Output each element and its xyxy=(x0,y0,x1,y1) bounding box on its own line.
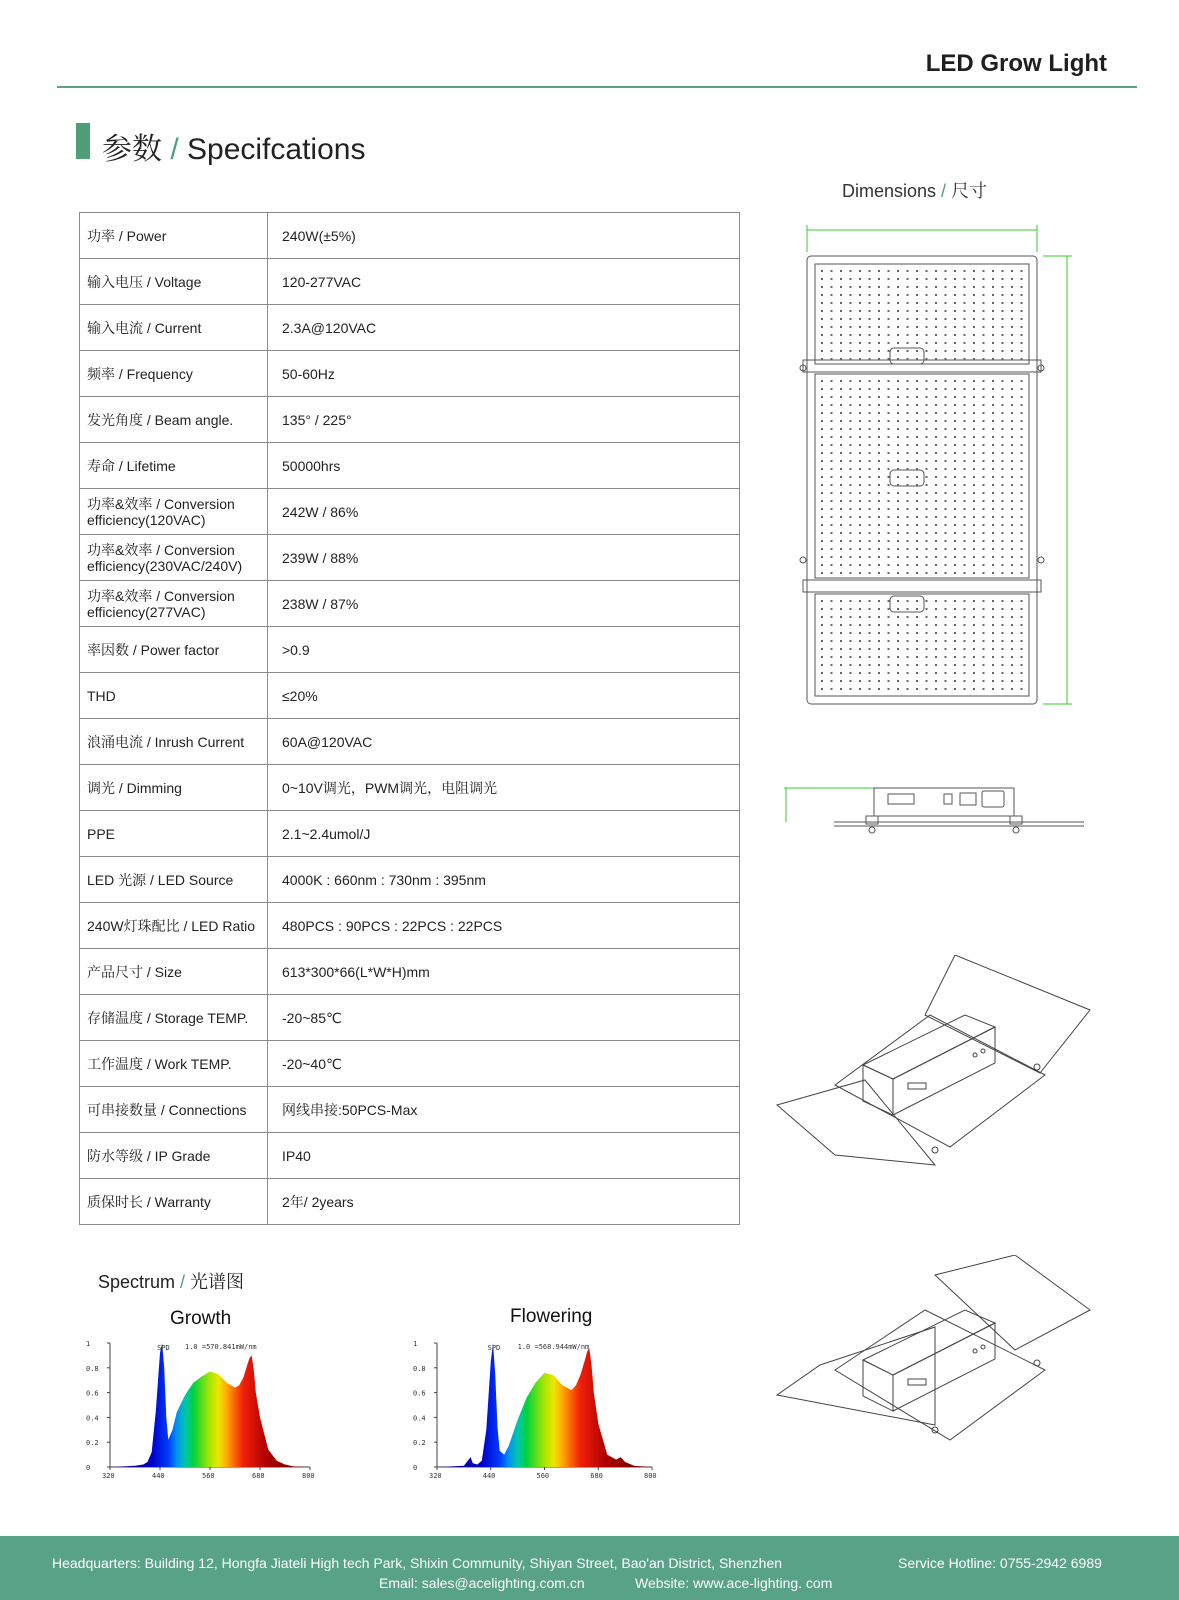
specifications-table xyxy=(79,212,740,1225)
growth-spectrum-chart xyxy=(78,1335,328,1485)
spec-key: PPE xyxy=(80,811,268,857)
y-tick-label: 0.6 xyxy=(86,1389,99,1398)
spectrum-area xyxy=(437,1343,652,1467)
spec-value: 网线串接:50PCS-Max xyxy=(268,1087,740,1133)
growth-chart-title: Growth xyxy=(170,1308,232,1329)
spec-key: 调光 / Dimming xyxy=(80,765,268,811)
spec-row xyxy=(80,535,740,581)
spec-value: -20~85℃ xyxy=(268,995,740,1041)
spectrum-title-cn: 光谱图 xyxy=(190,1272,245,1292)
x-tick-label: 680 xyxy=(590,1472,603,1480)
spectrum-title xyxy=(98,1268,244,1294)
spec-row xyxy=(80,949,740,995)
spec-row xyxy=(80,995,740,1041)
spec-key: 频率 / Frequency xyxy=(80,351,268,397)
spec-value: 239W / 88% xyxy=(268,535,740,581)
dimensions-title-cn: 尺寸 xyxy=(951,181,988,201)
spec-value: 2.1~2.4umol/J xyxy=(268,811,740,857)
spec-value: 242W / 86% xyxy=(268,489,740,535)
spec-key: THD xyxy=(80,673,268,719)
spec-value: 480PCS : 90PCS : 22PCS : 22PCS xyxy=(268,903,740,949)
spec-key: 质保时长 / Warranty xyxy=(80,1179,268,1225)
spec-key: 功率&效率 / Conversion efficiency(230VAC/240V) xyxy=(80,535,268,581)
spec-key: 率因数 / Power factor xyxy=(80,627,268,673)
spec-value: 2.3A@120VAC xyxy=(268,305,740,351)
spec-value: 240W(±5%) xyxy=(268,213,740,259)
spec-value: IP40 xyxy=(268,1133,740,1179)
dimensions-title-slash: / xyxy=(936,181,952,201)
spec-key: 发光角度 / Beam angle. xyxy=(80,397,268,443)
spec-row xyxy=(80,1179,740,1225)
spec-value: 238W / 87% xyxy=(268,581,740,627)
spec-key: 浪涌电流 / Inrush Current xyxy=(80,719,268,765)
footer-address: Headquarters: Building 12, Hongfa Jiateli High tech Park, Shixin Community, Shiyan Street, Bao'an District, Shenzhen xyxy=(52,1555,783,1571)
flowering-chart-title: Flowering xyxy=(510,1306,593,1327)
page-title: LED Grow Light xyxy=(925,50,1107,77)
spec-value: ≤20% xyxy=(268,673,740,719)
isometric-view-open-drawing xyxy=(775,1255,1095,1480)
x-tick-label: 560 xyxy=(202,1472,215,1480)
spec-value: 50-60Hz xyxy=(268,351,740,397)
spec-row xyxy=(80,397,740,443)
spec-row xyxy=(80,259,740,305)
spec-value: 0~10V调光，PWM调光，电阻调光 xyxy=(268,765,740,811)
x-tick-label: 320 xyxy=(429,1472,442,1480)
spec-key: 输入电压 / Voltage xyxy=(80,259,268,305)
spec-row xyxy=(80,1041,740,1087)
spec-row xyxy=(80,811,740,857)
spec-value: 60A@120VAC xyxy=(268,719,740,765)
spec-key: 功率&效率 / Conversion efficiency(120VAC) xyxy=(80,489,268,535)
y-tick-label: 0.4 xyxy=(86,1414,99,1423)
header-divider xyxy=(57,86,1137,88)
spec-value: 613*300*66(L*W*H)mm xyxy=(268,949,740,995)
peak-label: SPD xyxy=(487,1344,501,1352)
y-tick-label: 0.2 xyxy=(86,1439,99,1448)
spec-key: 功率&效率 / Conversion efficiency(277VAC) xyxy=(80,581,268,627)
spec-row xyxy=(80,581,740,627)
x-tick-label: 320 xyxy=(102,1472,115,1480)
spec-row xyxy=(80,765,740,811)
y-tick-label: 1 xyxy=(86,1340,91,1348)
section-title-slash: / xyxy=(162,133,188,166)
spec-row xyxy=(80,1133,740,1179)
spec-value: 120-277VAC xyxy=(268,259,740,305)
section-title-en: Specifcations xyxy=(187,133,366,166)
x-tick-label: 560 xyxy=(536,1472,550,1480)
spec-row xyxy=(80,351,740,397)
spectrum-title-slash: / xyxy=(175,1272,191,1292)
chart-legend: 1.0 =570.841mW/nm xyxy=(185,1343,257,1351)
spec-key: 240W灯珠配比 / LED Ratio xyxy=(80,903,268,949)
spec-value: 4000K : 660nm : 730nm : 395nm xyxy=(268,857,740,903)
spec-key: LED 光源 / LED Source xyxy=(80,857,268,903)
spec-key: 存储温度 / Storage TEMP. xyxy=(80,995,268,1041)
spectrum-area xyxy=(110,1343,310,1467)
y-tick-label: 0.2 xyxy=(413,1439,426,1448)
y-tick-label: 0.4 xyxy=(413,1414,426,1423)
spectrum-title-en: Spectrum xyxy=(98,1272,176,1292)
flowering-spectrum-chart xyxy=(405,1335,670,1485)
footer xyxy=(0,1536,1179,1600)
spec-row xyxy=(80,489,740,535)
spec-key: 防水等级 / IP Grade xyxy=(80,1133,268,1179)
chart-legend: 1.0 =568.944mW/nm xyxy=(517,1343,590,1351)
x-tick-label: 800 xyxy=(644,1472,657,1480)
dimensions-title xyxy=(842,177,987,203)
x-tick-label: 440 xyxy=(482,1472,496,1480)
spec-key: 功率 / Power xyxy=(80,213,268,259)
spec-value: 50000hrs xyxy=(268,443,740,489)
spec-row xyxy=(80,857,740,903)
footer-website: Website: www.ace-lighting. com xyxy=(635,1575,833,1591)
spec-row xyxy=(80,305,740,351)
y-tick-label: 0.6 xyxy=(413,1389,426,1398)
spec-row xyxy=(80,1087,740,1133)
spec-row xyxy=(80,443,740,489)
section-marker xyxy=(76,123,90,159)
spec-value: 2年/ 2years xyxy=(268,1179,740,1225)
spec-key: 工作温度 / Work TEMP. xyxy=(80,1041,268,1087)
peak-label: SPD xyxy=(157,1344,170,1352)
top-view-drawing xyxy=(795,222,1085,707)
spec-row xyxy=(80,213,740,259)
y-tick-label: 0 xyxy=(413,1464,418,1472)
spec-key: 可串接数量 / Connections xyxy=(80,1087,268,1133)
section-title xyxy=(102,124,365,168)
dimensions-title-en: Dimensions xyxy=(842,181,937,201)
spec-key: 产品尺寸 / Size xyxy=(80,949,268,995)
spec-value: 135° / 225° xyxy=(268,397,740,443)
spec-key: 寿命 / Lifetime xyxy=(80,443,268,489)
spec-row xyxy=(80,673,740,719)
footer-hotline: Service Hotline: 0755-2942 6989 xyxy=(898,1555,1102,1571)
y-tick-label: 0 xyxy=(86,1464,91,1472)
spec-value: >0.9 xyxy=(268,627,740,673)
x-tick-label: 800 xyxy=(302,1472,315,1480)
spec-row xyxy=(80,627,740,673)
isometric-view-folded-drawing xyxy=(775,955,1095,1180)
spec-value: -20~40℃ xyxy=(268,1041,740,1087)
x-tick-label: 440 xyxy=(152,1472,165,1480)
y-tick-label: 0.8 xyxy=(86,1364,99,1373)
y-tick-label: 1 xyxy=(413,1340,418,1348)
y-tick-label: 0.8 xyxy=(413,1364,426,1373)
side-view-drawing xyxy=(784,782,1089,837)
x-tick-label: 680 xyxy=(252,1472,265,1480)
footer-email: Email: sales@acelighting.com.cn xyxy=(379,1575,585,1591)
spec-row xyxy=(80,719,740,765)
spec-row xyxy=(80,903,740,949)
spec-key: 输入电流 / Current xyxy=(80,305,268,351)
section-title-cn: 参数 xyxy=(102,133,162,166)
